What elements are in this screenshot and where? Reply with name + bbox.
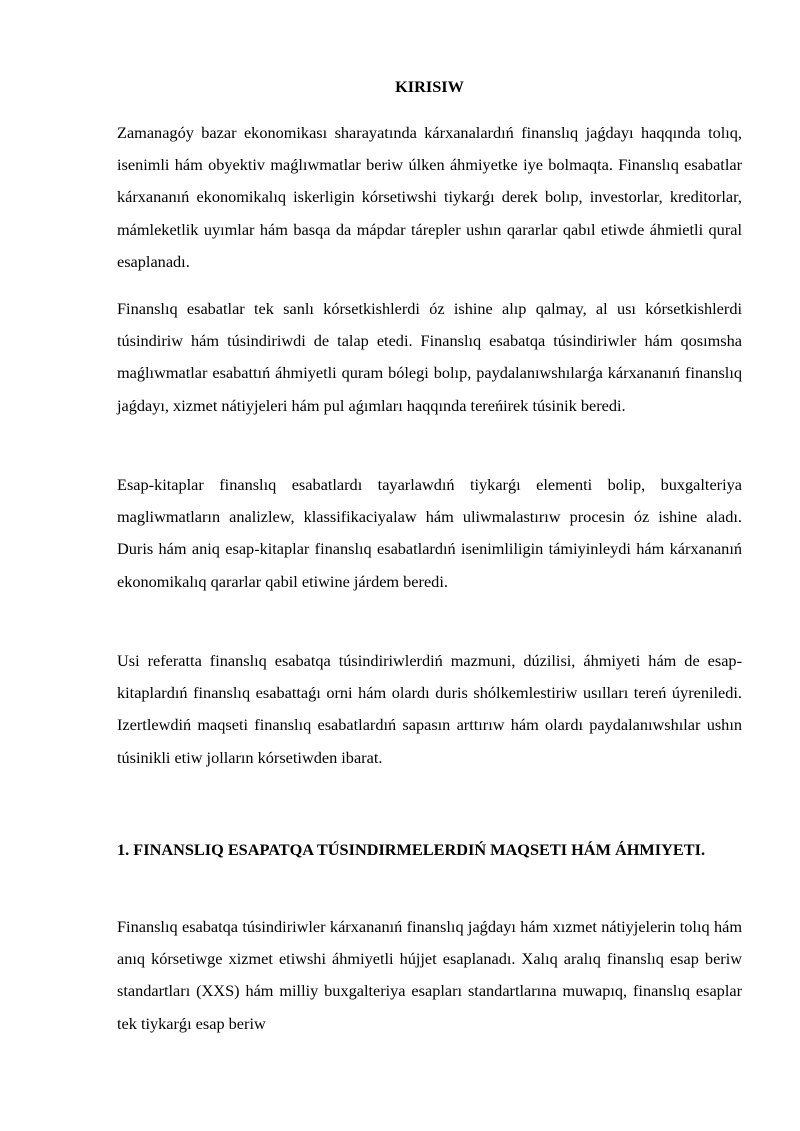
- intro-paragraph-3: Esap-kitaplar finanslıq esabatlardı tayarlawdıń tiykarǵı elementi bolip, buxgalteriya magliwmatların analizlew, klassifikaciyalaw hám uliwmalastırıw procesin óz ishine aladı. Duris hám aniq esap-kitaplar finanslıq esabatlardıń isenimliligin támiyinleydi hám kárxananıń ekonomikalıq qararlar qabil etiwine járdem beredi.: [117, 475, 742, 591]
- intro-paragraph-2: Finanslıq esabatlar tek sanlı kórsetkishlerdi óz ishine alıp qalmay, al usı kórsetkishlerdi túsindiriw hám túsindiriwdi de talap etedi. Finanslıq esabatqa túsindiriwler hám qosımsha maǵlıwmatlar esabattıń áhmiyetli quram bólegi bolıp, paydalanıwshılarǵa kárxananıń finanslıq jaǵdayı, xizmet nátiyjeleri hám pul aǵımları haqqında tereńirek túsinik beredi.: [117, 299, 742, 415]
- section-paragraph: Finanslıq esabatqa túsindiriwler kárxananıń finanslıq jaǵdayı hám xızmet nátiyjelerin tolıq hám anıq kórsetiwge xizmet etiwshi áhmiyetli hújjet esaplanadı. Xalıq aralıq finanslıq esap beriw standartları (XXS) hám milliy buxgalteriya esapları standartlarına muwapıq, finanslıq esaplar tek tiykarǵı esap beriw: [117, 917, 742, 1033]
- section-heading: 1. FINANSLIQ ESAPATQA TÚSINDIRMELERDIŃ MAQSETI HÁM ÁHMIYETI.: [117, 840, 706, 859]
- intro-paragraph-1: Zamanagóy bazar ekonomikası sharayatında kárxanalardıń finanslıq jaǵdayı haqqında tolıq, isenimli hám obyektiv maǵlıwmatlar beriw úlken áhmiyetke iye bolmaqta. Finanslıq esabatlar kárxananıń ekonomikalıq iskerligin kórsetiwshi tiykarǵı derek bolıp, investorlar, kreditorlar, mámleketlik uyımlar hám basqa da mápdar tárepler ushın qararlar qabıl etiwde áhmietli qural esaplanadı.: [117, 123, 742, 271]
- page-title: KIRISIW: [395, 77, 464, 96]
- intro-paragraph-4: Usi referatta finanslıq esabatqa túsindiriwlerdiń mazmuni, dúzilisi, áhmiyeti hám de esap-kitaplardıń finanslıq esabattaǵı orni hám olardı duris shólkemlestiriw usılları tereń úyreniledi. Izertlewdiń maqseti finanslıq esabatlardıń sapasın arttırıw hám olardı paydalanıwshılar ushın túsinikli etiw jolların kórsetiwden ibarat.: [117, 651, 742, 767]
